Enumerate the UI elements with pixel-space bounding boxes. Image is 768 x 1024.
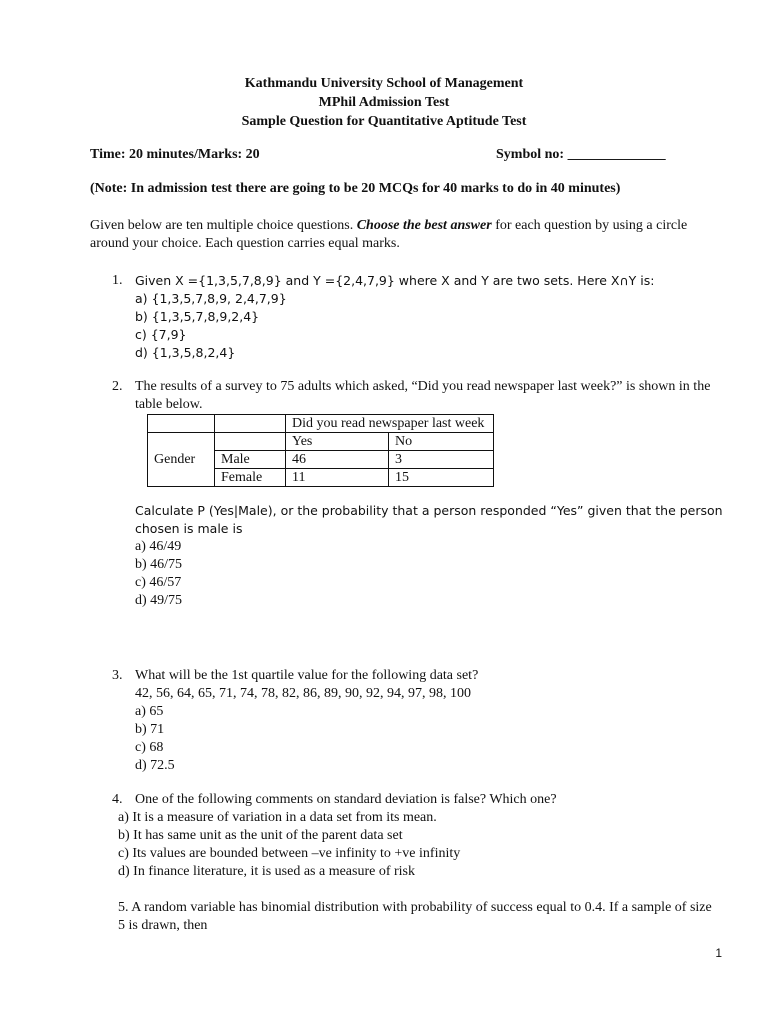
table-cell-male-no: 3	[389, 451, 494, 469]
time-marks-row	[90, 146, 690, 164]
question-stem: Given X ={1,3,5,7,8,9} and Y ={2,4,7,9} where X and Y are two sets. Here X∩Y is:	[135, 273, 655, 288]
option-a: a) 46/49	[135, 539, 182, 554]
option-a: a) It is a measure of variation in a data set from its mean.	[118, 810, 437, 825]
test-title: MPhil Admission Test	[318, 95, 450, 110]
option-a: a) 65	[135, 704, 164, 719]
table-header-question: Did you read newspaper last week	[286, 415, 494, 433]
question-followup: Calculate P (Yes|Male), or the probability that a person responded “Yes” given that the person chosen is male is	[135, 503, 723, 536]
table-row-label-male: Male	[215, 451, 286, 469]
option-d: d) In finance literature, it is used as a measure of risk	[118, 864, 416, 879]
table-cell-female-yes: 11	[286, 469, 389, 487]
question-3	[112, 667, 732, 775]
question-stem: The results of a survey to 75 adults which asked, “Did you read newspaper last week?” is shown in the table below.	[135, 379, 711, 412]
instructions-text-2: for each question by using a circle around your choice. Each question carries equal marks.	[90, 218, 688, 251]
table-header-yes: Yes	[286, 433, 389, 451]
option-b: b) 71	[135, 722, 165, 737]
option-c: c) 68	[135, 740, 164, 755]
question-number: 1.	[112, 273, 123, 288]
survey-table	[147, 414, 494, 487]
page-number: 1	[715, 946, 722, 960]
option-c: c) Its values are bounded between –ve infinity to +ve infinity	[118, 846, 461, 861]
question-number: 2.	[112, 379, 123, 394]
answer-options	[118, 809, 732, 881]
table-group-label: Gender	[148, 433, 215, 487]
option-b: b) {1,3,5,7,8,9,2,4}	[135, 309, 260, 324]
question-stem: One of the following comments on standard deviation is false? Which one?	[135, 792, 557, 807]
option-c: c) 46/57	[135, 575, 182, 590]
question-number: 4.	[112, 792, 123, 807]
table-header-no: No	[389, 433, 494, 451]
question-stem: What will be the 1st quartile value for the following data set?	[135, 668, 479, 683]
question-2	[112, 378, 732, 610]
question-5	[118, 899, 720, 935]
option-b: b) It has same unit as the unit of the parent data set	[118, 828, 403, 843]
question-1	[112, 272, 732, 362]
data-set: 42, 56, 64, 65, 71, 74, 78, 82, 86, 89, 90, 92, 94, 97, 98, 100	[135, 686, 471, 701]
table-cell-empty	[148, 415, 215, 433]
option-c: c) {7,9}	[135, 327, 187, 342]
symbol-number-field: Symbol no: ______________	[496, 147, 666, 162]
answer-options	[135, 290, 732, 362]
question-4	[112, 791, 732, 881]
option-d: d) {1,3,5,8,2,4}	[135, 345, 236, 360]
question-stem: 5. A random variable has binomial distribution with probability of success equal to 0.4. If a sample of size 5 is drawn, then	[118, 900, 712, 933]
table-cell-male-yes: 46	[286, 451, 389, 469]
admission-note: (Note: In admission test there are going to be 20 MCQs for 40 marks to do in 40 minutes)	[90, 181, 621, 196]
table-row-label-female: Female	[215, 469, 286, 487]
option-d: d) 49/75	[135, 593, 183, 608]
answer-options	[135, 703, 732, 775]
table-cell-female-no: 15	[389, 469, 494, 487]
instructions	[90, 217, 710, 253]
document-header	[0, 74, 768, 131]
option-d: d) 72.5	[135, 758, 175, 773]
instructions-emphasis: Choose the best answer	[356, 218, 492, 233]
option-a: a) {1,3,5,7,8,9, 2,4,7,9}	[135, 291, 287, 306]
instructions-text-1: Given below are ten multiple choice questions.	[90, 218, 357, 233]
question-number: 3.	[112, 668, 123, 683]
time-marks: Time: 20 minutes/Marks: 20	[90, 147, 260, 162]
university-title: Kathmandu University School of Management	[244, 76, 524, 91]
table-cell-empty	[215, 433, 286, 451]
test-subtitle: Sample Question for Quantitative Aptitude Test	[241, 114, 527, 129]
table-cell-empty	[215, 415, 286, 433]
answer-options	[135, 538, 732, 610]
option-b: b) 46/75	[135, 557, 183, 572]
